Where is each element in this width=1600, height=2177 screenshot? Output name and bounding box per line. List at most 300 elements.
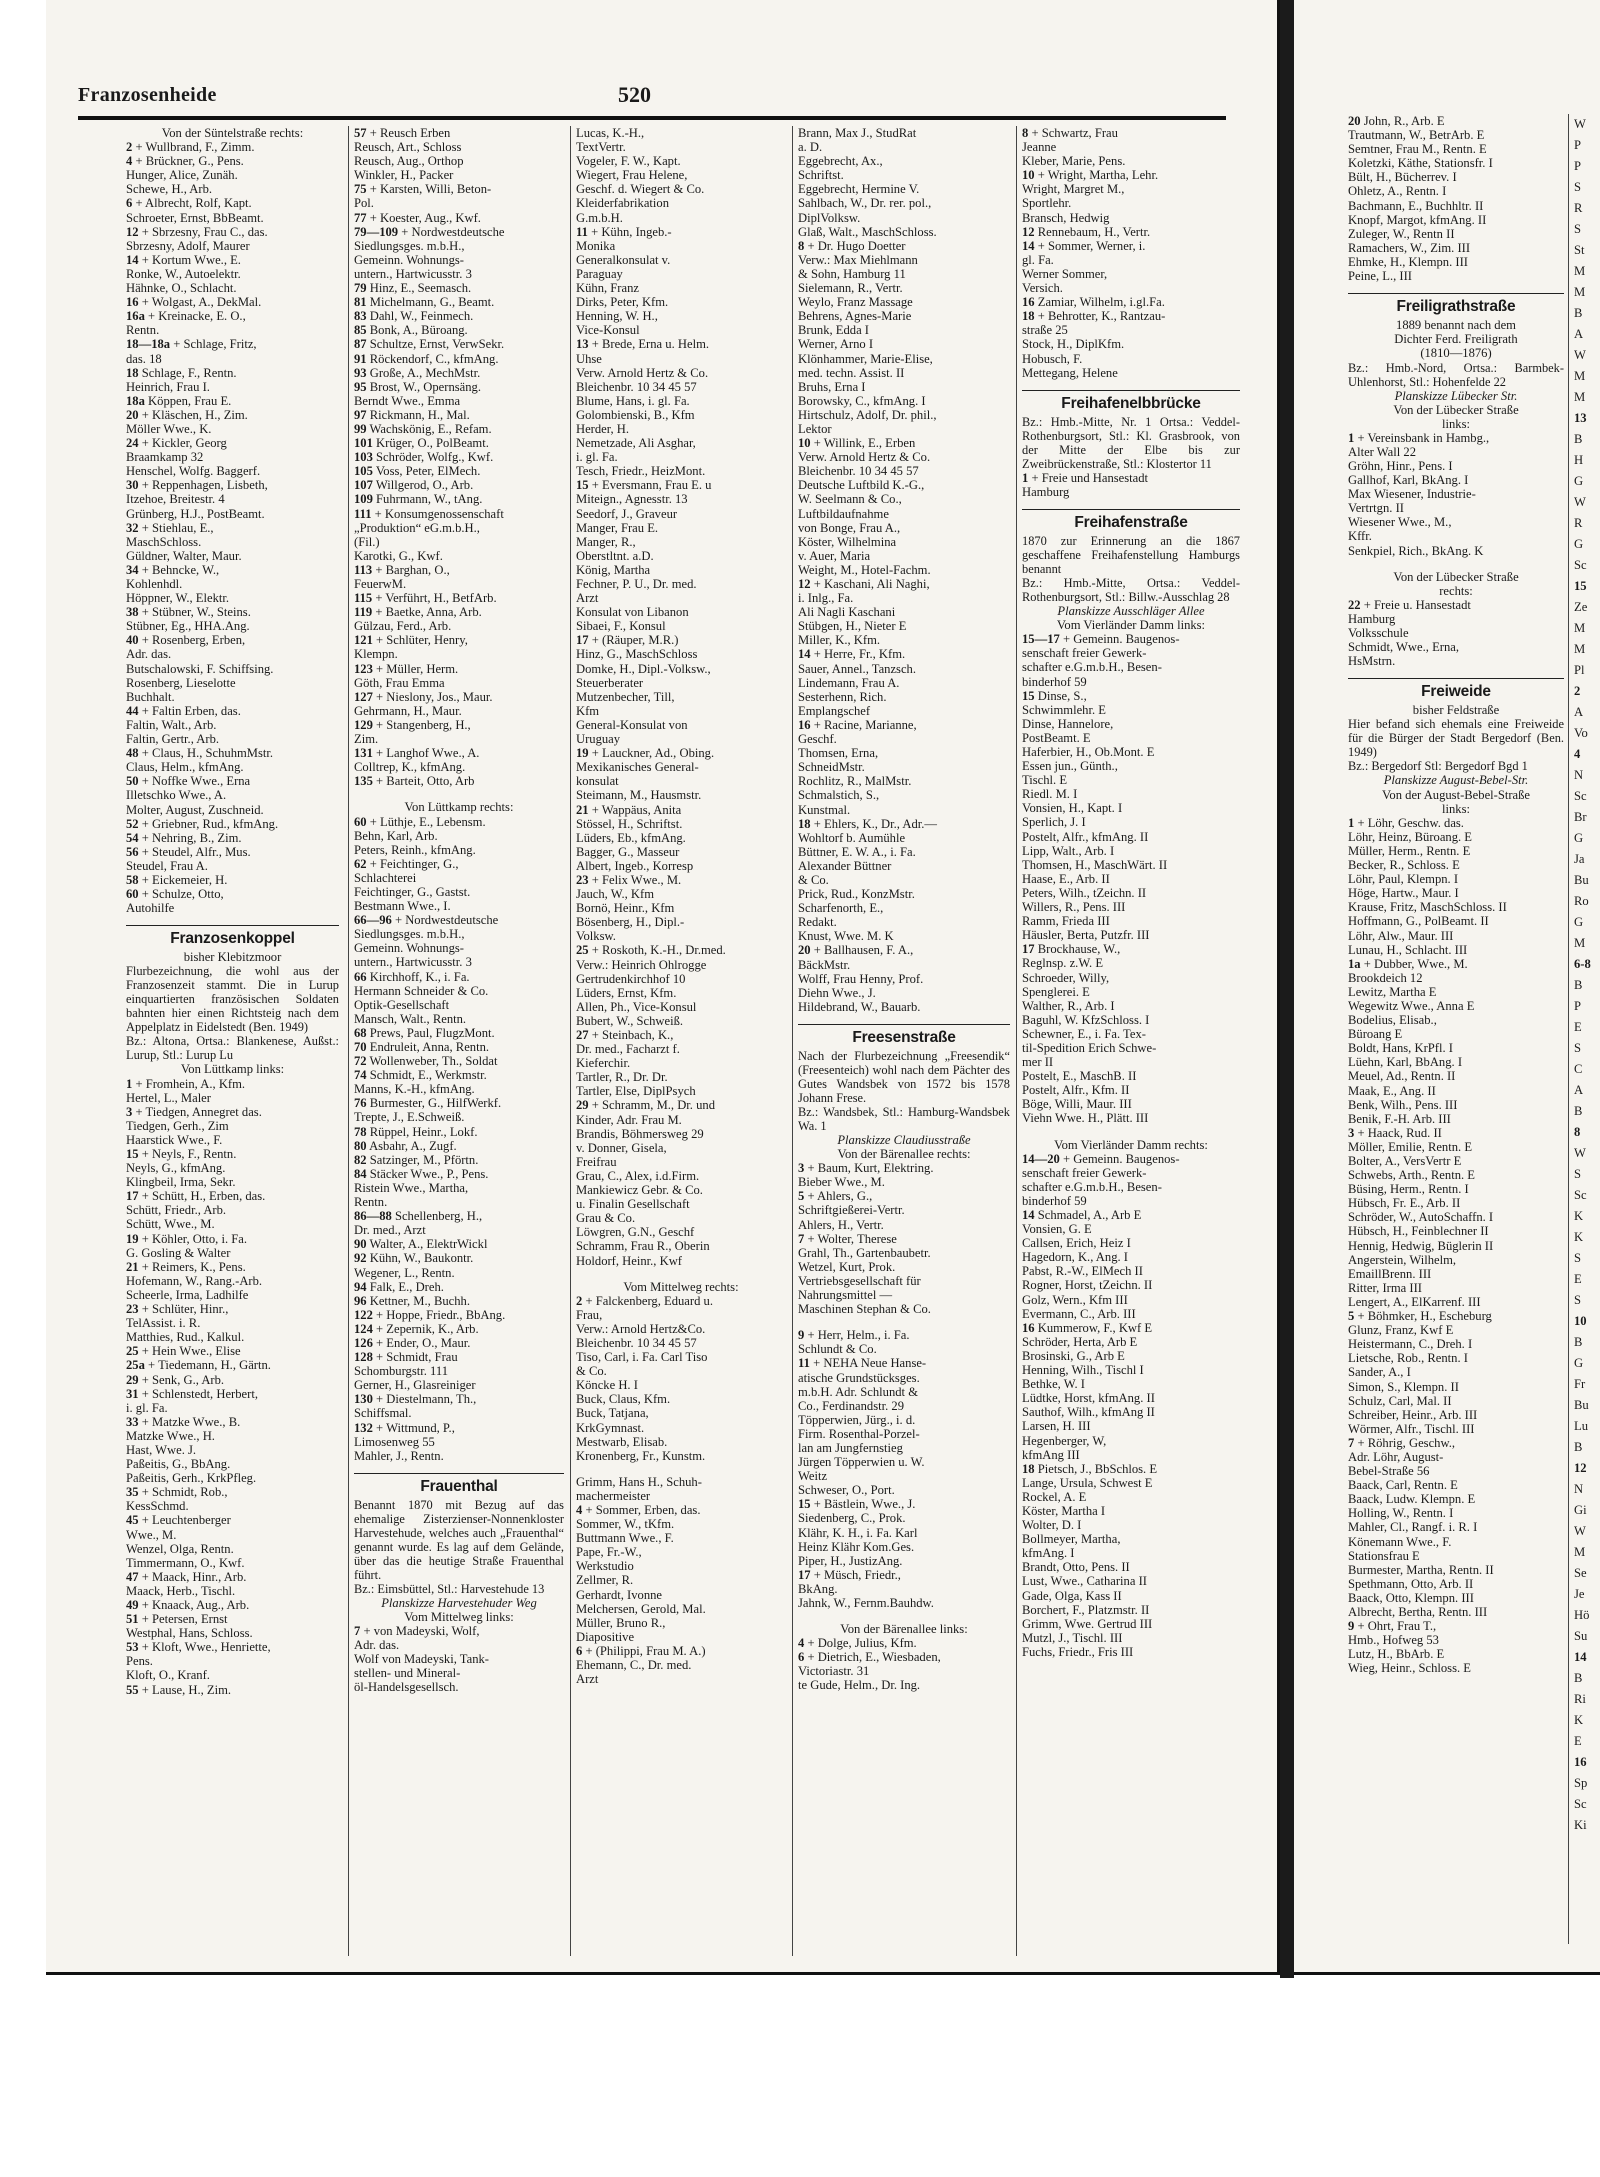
entry-text: + Felix Wwe., M. — [591, 872, 682, 887]
directory-entry — [798, 239, 1010, 253]
entry-text: Vogeler, F. W., Kapt. — [576, 154, 681, 169]
directory-entry — [798, 1554, 1010, 1568]
directory-entry — [1348, 1365, 1564, 1379]
house-number: 127 — [354, 689, 373, 704]
column-6 — [1348, 114, 1564, 1939]
entry-text: Diehn Wwe., J. — [798, 985, 876, 1000]
directory-entry — [576, 380, 786, 394]
house-number: 30 — [126, 478, 139, 493]
entry-text: Vom Vierländer Damm links: — [1056, 618, 1206, 633]
entry-text: Co., Ferdinandstr. 29 — [798, 1398, 904, 1413]
house-number: 60 — [126, 887, 139, 902]
fragment-text: Ja — [1574, 852, 1585, 866]
entry-text: Klönhammer, Marie-Elise, — [798, 351, 933, 366]
entry-text: Zamiar, Wilhelm, i.gl.Fa. — [1037, 295, 1165, 310]
directory-entry — [1022, 1603, 1240, 1617]
entry-text: Sbrzesny, Adolf, Maurer — [126, 238, 250, 253]
fragment-text: Ri — [1574, 1692, 1586, 1706]
entry-text: Ahlers, H., Vertr. — [798, 1217, 884, 1232]
directory-entry — [1348, 1041, 1564, 1055]
entry-text: Planskizze Ausschläger Allee — [1057, 604, 1205, 619]
entry-text: Werner Sommer, — [1022, 266, 1108, 281]
directory-entry — [798, 577, 1010, 591]
book-gutter — [1280, 0, 1294, 1980]
directory-entry — [1348, 1323, 1564, 1337]
entry-text: Uhse — [576, 351, 602, 366]
directory-entry — [1022, 703, 1240, 717]
directory-entry — [126, 267, 339, 281]
entry-text: Tartler, R., Dr. Dr. — [576, 1070, 668, 1085]
directory-entry — [798, 1385, 1010, 1399]
section-label — [1348, 389, 1564, 403]
fragment-text: M — [1574, 936, 1586, 950]
entry-text: Steudel, Frau A. — [126, 858, 208, 873]
entry-text: Buchhalt. — [126, 689, 175, 704]
directory-entry — [126, 1443, 339, 1457]
directory-entry — [1348, 1069, 1564, 1083]
directory-entry — [1022, 886, 1240, 900]
house-number: 113 — [354, 562, 373, 577]
directory-entry — [1022, 1111, 1240, 1125]
entry-text: Prick, Rud., KonzMstr. — [798, 887, 915, 902]
directory-entry — [354, 1652, 564, 1666]
entry-text: Benk, Wilh., Pens. III — [1348, 1097, 1458, 1112]
entry-text: + Schlenstedt, Herbert, — [141, 1386, 258, 1401]
directory-entry — [1022, 1434, 1240, 1448]
fragment-text: Sc — [1574, 558, 1587, 572]
directory-entry — [1022, 1391, 1240, 1405]
entry-text: Scharfenorth, E., — [798, 901, 884, 916]
directory-entry — [126, 323, 339, 337]
entry-text: Schellenberg, H., — [394, 1209, 483, 1224]
directory-entry — [354, 1392, 564, 1406]
entry-text: Grimm, Hans H., Schuh- — [576, 1474, 702, 1489]
directory-entry — [354, 1195, 564, 1209]
entry-text: kfmAng III — [1022, 1447, 1080, 1462]
entry-text: + Löhr, Geschw. das. — [1357, 815, 1464, 830]
directory-entry — [126, 140, 339, 154]
house-number: 31 — [126, 1386, 139, 1401]
entry-text: Rentn. — [354, 1195, 388, 1210]
entry-text: Schmidt, E., Werkmstr. — [369, 1068, 487, 1083]
entry-text: Vonsien, H., Kapt. I — [1022, 801, 1123, 816]
house-number: 17 — [798, 1567, 811, 1582]
entry-text: John, R., Arb. E — [1363, 114, 1445, 128]
entry-text: Miller, K., Kfm. — [798, 633, 881, 648]
house-number: 15 — [576, 478, 589, 493]
entry-text: + Haack, Rud. II — [1357, 1125, 1442, 1140]
entry-text: Siedenberg, C., Prok. — [798, 1511, 906, 1526]
directory-entry — [798, 1497, 1010, 1511]
directory-entry — [1348, 1055, 1564, 1069]
house-number: 99 — [354, 421, 367, 436]
directory-entry — [126, 704, 339, 718]
house-number: 18 — [1022, 1461, 1035, 1476]
entry-text: Büsing, Herm., Rentn. I — [1348, 1182, 1469, 1197]
directory-entry — [354, 1666, 564, 1680]
entry-text: Golz, Wern., Kfm III — [1022, 1292, 1128, 1307]
directory-entry — [126, 352, 339, 366]
directory-entry — [354, 1680, 564, 1694]
entry-text: Vertriebsgesellschaft für — [798, 1273, 921, 1288]
entry-text: Sander, A., I — [1348, 1365, 1411, 1380]
entry-text: Schütt, Wwe., M. — [126, 1217, 215, 1232]
directory-entry — [1348, 1591, 1564, 1605]
column-divider — [348, 126, 349, 1956]
fragment-text: E — [1574, 1020, 1582, 1034]
fragment-text: E — [1574, 1272, 1582, 1286]
entry-text: + Behrotter, K., Rantzau- — [1037, 309, 1166, 324]
directory-entry — [798, 337, 1010, 351]
entry-text: Weight, M., Hotel-Fachm. — [798, 562, 931, 577]
entry-text: Schroeder, Willy, — [1022, 970, 1110, 985]
entry-text: + Kloft, Wwe., Henriette, — [141, 1640, 271, 1655]
entry-text: Löhr, Heinz, Büroang. E — [1348, 829, 1473, 844]
directory-entry — [1348, 1027, 1564, 1041]
running-head: Franzosenheide — [78, 84, 217, 106]
house-number: 95 — [354, 379, 367, 394]
directory-entry — [576, 366, 786, 380]
house-number: 111 — [354, 506, 372, 521]
directory-entry — [1022, 1027, 1240, 1041]
entry-text: + Tiedgen, Annegret das. — [135, 1104, 262, 1119]
directory-entry — [1022, 1631, 1240, 1645]
entry-text: TelAssist. i. R. — [126, 1316, 201, 1331]
entry-text: Hmb., Hofweg 53 — [1348, 1633, 1439, 1648]
section-label — [1348, 584, 1564, 598]
entry-text: Ristein Wwe., Martha, — [354, 1180, 469, 1195]
house-number: 3 — [798, 1161, 805, 1176]
directory-entry — [576, 126, 786, 140]
entry-text: Manns, K.-H., kfmAng. — [354, 1082, 475, 1097]
directory-entry — [576, 619, 786, 633]
directory-entry — [126, 450, 339, 464]
directory-entry — [354, 1153, 564, 1167]
fragment-text: Vo — [1574, 726, 1588, 740]
house-number: 119 — [354, 605, 373, 620]
directory-entry — [354, 140, 564, 154]
directory-entry — [1348, 1436, 1564, 1450]
directory-entry — [798, 718, 1010, 732]
house-number: 2 — [126, 140, 133, 155]
house-number: 115 — [354, 591, 373, 606]
entry-text: BäckMstr. — [798, 957, 851, 972]
directory-entry — [1348, 900, 1564, 914]
entry-text: Wörmer, Alfr., Tischl. III — [1348, 1421, 1475, 1436]
entry-text: mer II — [1022, 1055, 1054, 1070]
column-3 — [576, 126, 786, 1951]
house-number: 126 — [354, 1335, 373, 1350]
entry-text: Töpperwien, Jürg., i. d. — [798, 1412, 916, 1427]
directory-entry — [354, 1068, 564, 1082]
entry-text: Rockel, A. E — [1022, 1489, 1087, 1504]
entry-text: + Dr. Hugo Doetter — [807, 238, 906, 253]
directory-entry — [576, 1141, 786, 1155]
entry-text: Schwebs, Arth., Rentn. E — [1348, 1168, 1475, 1183]
directory-entry — [126, 154, 339, 168]
entry-text: Autohilfe — [126, 901, 175, 916]
directory-entry — [126, 633, 339, 647]
directory-entry — [126, 1640, 339, 1654]
entry-text: Versich. — [1022, 281, 1063, 296]
directory-entry — [354, 970, 564, 984]
entry-text: Colltrep, K., kfmAng. — [354, 760, 466, 775]
house-number: 60 — [354, 814, 367, 829]
entry-text: Paraguay — [576, 266, 623, 281]
directory-entry — [798, 436, 1010, 450]
entry-text: Hunger, Alice, Zunäh. — [126, 168, 238, 183]
entry-text: + Lüthje, E., Lebensm. — [369, 814, 486, 829]
directory-entry — [798, 831, 1010, 845]
entry-text: schafter e.G.m.b.H., Besen- — [1022, 660, 1162, 675]
entry-text: + Schütt, H., Erben, das. — [141, 1189, 266, 1204]
directory-entry — [1022, 1377, 1240, 1391]
entry-text: Zim. — [354, 732, 379, 747]
entry-text: Krause, Fritz, MaschSchloss. II — [1348, 900, 1507, 915]
directory-entry — [1022, 731, 1240, 745]
entry-text: Kinder, Adr. Frau M. — [576, 1112, 682, 1127]
house-number: 78 — [354, 1124, 367, 1139]
house-number: 92 — [354, 1251, 367, 1266]
entry-text: Alexander Büttner — [798, 858, 892, 873]
directory-entry — [354, 450, 564, 464]
directory-entry — [798, 1161, 1010, 1175]
directory-entry — [1348, 1478, 1564, 1492]
entry-text: Matzke Wwe., H. — [126, 1428, 215, 1443]
directory-entry — [1348, 227, 1564, 241]
directory-entry — [798, 1342, 1010, 1356]
entry-text: Höppner, W., Elektr. — [126, 591, 230, 606]
entry-text: + Willink, E., Erben — [813, 436, 916, 451]
directory-entry — [576, 154, 786, 168]
scan-margin — [0, 1978, 1600, 2177]
directory-entry — [576, 1056, 786, 1070]
directory-entry — [1348, 199, 1564, 213]
entry-text: + (Philippi, Frau M. A.) — [585, 1643, 706, 1658]
spacer — [798, 1316, 1010, 1328]
entry-text: Lunau, H., Schlacht. III — [1348, 942, 1468, 957]
entry-text: + Sommer, Werner, i. — [1037, 238, 1146, 253]
fragment-text: Gi — [1574, 1503, 1587, 1517]
entry-text: Geschf. — [798, 732, 837, 747]
directory-entry — [576, 1421, 786, 1435]
entry-text: + NEHA Neue Hanse- — [813, 1356, 927, 1371]
entry-text: gl. Fa. — [1022, 252, 1054, 267]
entry-text: Meuel, Ad., Rentn. II — [1348, 1069, 1456, 1084]
directory-entry — [1348, 445, 1564, 459]
entry-text: Lewitz, Martha E — [1348, 984, 1437, 999]
directory-entry — [354, 1139, 564, 1153]
directory-entry — [1348, 999, 1564, 1013]
entry-text: Weitz — [798, 1469, 828, 1484]
entry-text: Wright, Margret M., — [1022, 182, 1125, 197]
directory-entry — [1022, 140, 1240, 154]
house-number: 14 — [1022, 1208, 1035, 1222]
entry-text: Wetzel, Kurt, Prok. — [798, 1259, 896, 1274]
directory-entry — [576, 1294, 786, 1308]
fragment-text: G — [1574, 831, 1584, 845]
directory-entry — [354, 1251, 564, 1265]
street-heading: Frauenthal — [354, 1473, 564, 1494]
directory-entry — [798, 1288, 1010, 1302]
house-number: 15 — [1022, 688, 1035, 703]
street-description: Bz.: Hmb.-Nord, Ortsa.: Barmbek-Uhlenhorst, Stl.: Hohenfelde 22 — [1348, 360, 1564, 389]
entry-text: Brann, Max J., StudRat — [798, 126, 917, 140]
entry-text: Büttner, E. W. A., i. Fa. — [798, 844, 916, 859]
directory-entry — [1348, 1577, 1564, 1591]
directory-entry — [576, 1225, 786, 1239]
directory-entry — [1022, 1097, 1240, 1111]
entry-text: Mestwarb, Elisab. — [576, 1434, 668, 1449]
directory-entry — [354, 591, 564, 605]
entry-text: von Bonge, Frau A., — [798, 520, 901, 535]
entry-text: Hobusch, F. — [1022, 351, 1083, 366]
directory-entry — [798, 929, 1010, 943]
directory-entry — [354, 984, 564, 998]
house-number: 80 — [354, 1138, 367, 1153]
entry-text: + Albrecht, Rolf, Kapt. — [135, 196, 252, 211]
entry-text: Albert, Ingeb., Korresp — [576, 858, 694, 873]
directory-entry — [126, 732, 339, 746]
entry-text: + Racine, Marianne, — [813, 717, 917, 732]
house-number: 109 — [354, 492, 373, 507]
spacer — [798, 1610, 1010, 1622]
entry-text: Pens. — [126, 1654, 153, 1669]
entry-text: Wolf von Madeyski, Tank- — [354, 1652, 489, 1667]
entry-text: König, Martha — [576, 562, 651, 577]
column-divider — [792, 126, 793, 1956]
directory-entry — [126, 676, 339, 690]
directory-entry — [1022, 168, 1240, 182]
directory-entry — [1022, 1560, 1240, 1574]
entry-text: Bruhs, Erna I — [798, 379, 866, 394]
entry-text: v. Donner, Gisela, — [576, 1140, 667, 1155]
fragment-text: R — [1574, 201, 1583, 215]
directory-entry — [1022, 1222, 1240, 1236]
entry-text: Baack, Ludw. Klempn. E — [1348, 1492, 1476, 1507]
directory-entry — [798, 196, 1010, 210]
spacer — [576, 1268, 786, 1280]
fragment-text: Su — [1574, 1629, 1588, 1643]
house-number: 49 — [126, 1598, 139, 1612]
directory-entry — [1348, 1084, 1564, 1098]
entry-text: binderhof 59 — [1022, 674, 1087, 689]
entry-text: + Nehring, B., Zim. — [141, 830, 242, 845]
house-number: 11 — [576, 224, 588, 239]
entry-text: Mutzenbecher, Till, — [576, 689, 675, 704]
directory-entry — [576, 337, 786, 351]
entry-text: + Böhmker, H., Escheburg — [1357, 1309, 1492, 1324]
entry-text: Wenzel, Olga, Rentn. — [126, 1541, 234, 1556]
directory-entry — [576, 774, 786, 788]
directory-entry — [798, 1413, 1010, 1427]
entry-text: (Fil.) — [354, 534, 380, 549]
house-number: 17 — [576, 633, 589, 648]
directory-entry — [354, 309, 564, 323]
house-number: 6 — [126, 196, 133, 211]
directory-entry — [576, 1378, 786, 1392]
directory-entry — [354, 871, 564, 885]
entry-text: + Griebner, Rud., kfmAng. — [141, 816, 279, 831]
house-number: 123 — [354, 661, 373, 676]
directory-entry — [126, 1189, 339, 1203]
entry-text: + Schramm, M., Dr. und — [591, 1098, 715, 1113]
entry-text: Vertrtgn. II — [1348, 501, 1404, 516]
entry-text: + Zepernik, K., Arb. — [376, 1321, 479, 1336]
directory-entry — [1022, 1166, 1240, 1180]
section-label — [126, 126, 339, 140]
entry-text: Sauer, Annel., Tanzsch. — [798, 661, 916, 676]
house-number: 53 — [126, 1640, 139, 1655]
entry-text: Bleichenbr. 10 34 45 57 — [798, 464, 919, 479]
entry-text: links: — [1442, 416, 1470, 431]
entry-text: senschaft freier Gewerk- — [1022, 1165, 1147, 1180]
directory-entry — [1022, 900, 1240, 914]
fragment-text: Sp — [1574, 1776, 1588, 1790]
entry-text: Rosenberg, Lieselotte — [126, 675, 236, 690]
house-number: 23 — [126, 1302, 139, 1317]
entry-text: Brosinski, G., Arb E — [1022, 1348, 1125, 1363]
directory-entry — [576, 1573, 786, 1587]
entry-text: + Claus, H., SchuhmMstr. — [141, 746, 274, 761]
directory-entry — [354, 1364, 564, 1378]
directory-entry — [126, 1457, 339, 1471]
fragment-text: 16 — [1574, 1755, 1587, 1769]
directory-entry — [354, 507, 564, 521]
directory-entry — [798, 309, 1010, 323]
directory-entry — [126, 1513, 339, 1527]
entry-text: Hermann Schneider & Co. — [354, 983, 489, 998]
page-header — [78, 84, 1226, 114]
house-number: 51 — [126, 1612, 139, 1627]
entry-text: Gerhardt, Ivonne — [576, 1587, 663, 1602]
directory-entry — [1022, 281, 1240, 295]
entry-text: + Röhrig, Geschw., — [1357, 1435, 1456, 1450]
directory-entry — [1348, 971, 1564, 985]
fragment-text: G — [1574, 915, 1584, 929]
directory-entry — [576, 1503, 786, 1517]
house-number: 70 — [354, 1040, 367, 1054]
entry-text: Generalkonsulat v. — [576, 252, 671, 267]
entry-text: Victoriastr. 31 — [798, 1664, 870, 1679]
directory-entry — [126, 788, 339, 802]
entry-text: Hegenberger, W, — [1022, 1433, 1107, 1448]
directory-entry — [576, 549, 786, 563]
house-number: 21 — [126, 1259, 139, 1274]
house-number: 66 — [354, 969, 367, 984]
entry-text: Freifrau — [576, 1154, 617, 1169]
entry-text: + Lause, H., Zim. — [141, 1682, 232, 1697]
entry-text: Falk, E., Dreh. — [369, 1279, 444, 1294]
house-number: 1 — [126, 1076, 133, 1091]
entry-text: Berndt Wwe., Emma — [354, 393, 461, 408]
entry-text: Buck, Tatjana, — [576, 1406, 649, 1421]
entry-text: Peters, Wilh., tZeichn. II — [1022, 885, 1147, 900]
house-number: 57 — [354, 126, 367, 140]
entry-text: General-Konsulat von — [576, 717, 688, 732]
entry-text: Essen jun., Günth., — [1022, 759, 1118, 774]
directory-entry — [1022, 182, 1240, 196]
street-description: 1870 zur Erinnerung an die 1867 geschaffene Freihafenstellung Hamburgs benannt — [1022, 534, 1240, 577]
directory-entry — [354, 436, 564, 450]
entry-text: + Kickler, Georg — [141, 436, 227, 451]
entry-text: Lüehn, Karl, BbAng. I — [1348, 1055, 1463, 1070]
directory-entry — [576, 605, 786, 619]
entry-text: + Matzke Wwe., B. — [141, 1414, 241, 1429]
directory-entry — [798, 408, 1010, 422]
directory-entry — [126, 182, 339, 196]
directory-entry — [798, 1596, 1010, 1610]
